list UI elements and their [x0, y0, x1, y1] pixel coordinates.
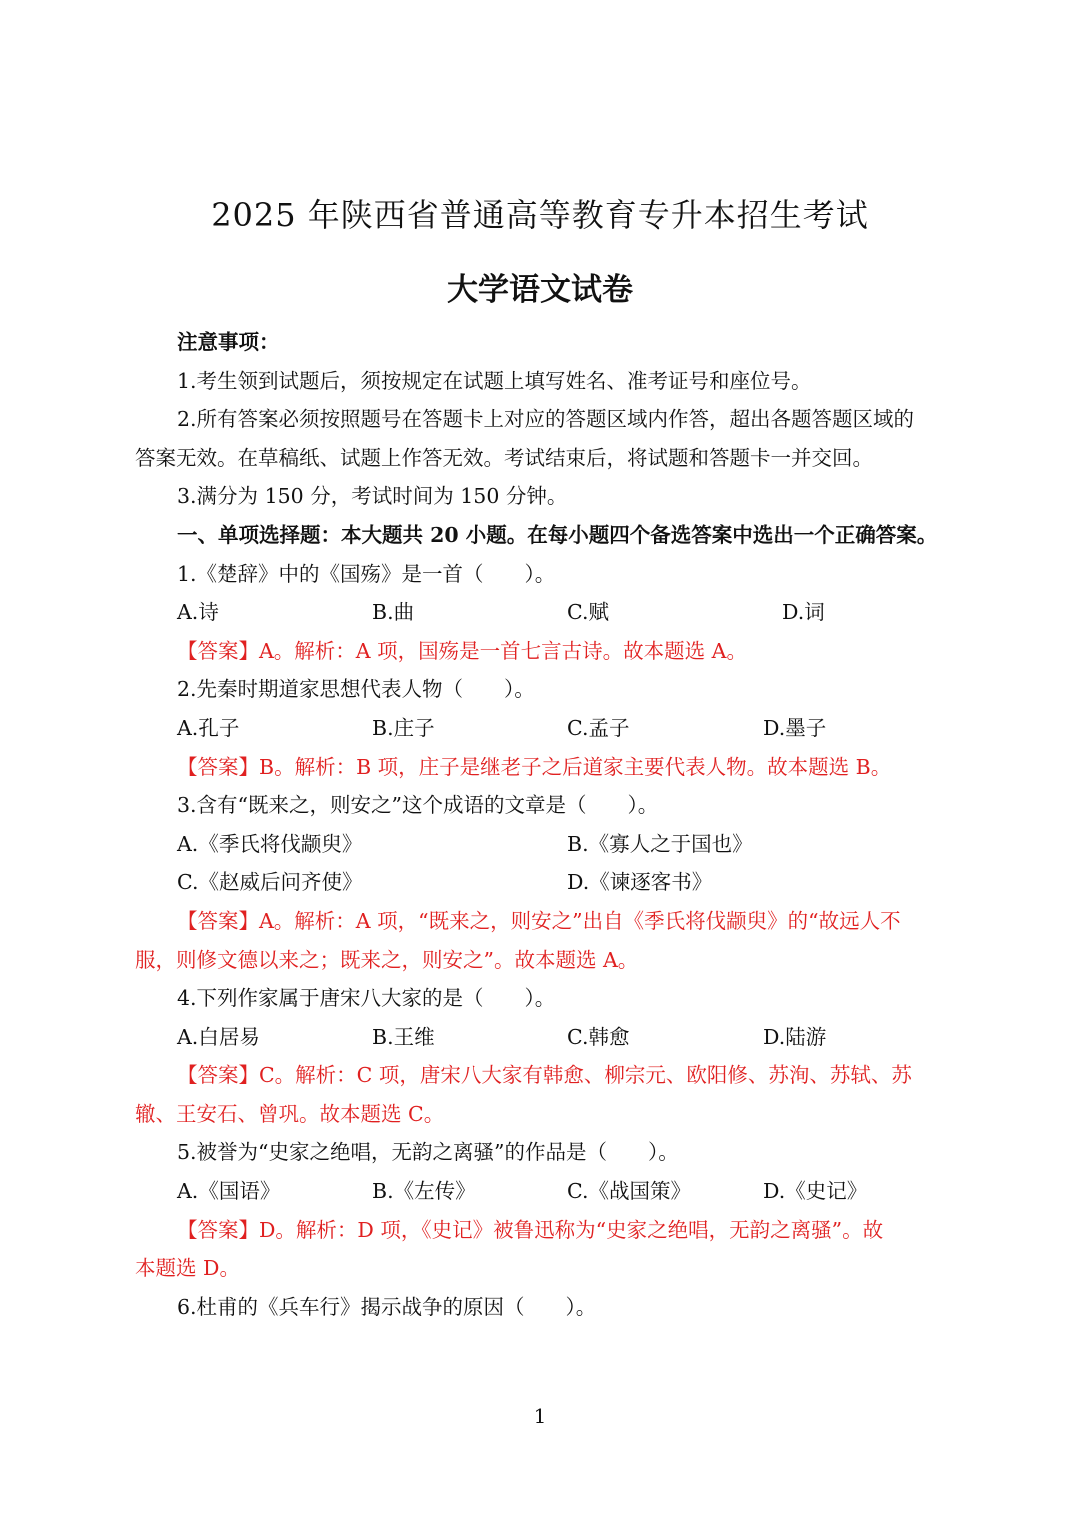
exam-content	[135, 323, 947, 1326]
notice-item-3: 3.满分为 150 分，考试时间为 150 分钟。	[177, 484, 568, 509]
notice-item-2a: 2.所有答案必须按照题号在答题卡上对应的答题区域内作答，超出各题答题区域的	[177, 407, 915, 432]
answer-explanation-cont: 服，则修文德以来之；既来之，则安之”。故本题选 A。	[135, 947, 639, 972]
option-d: D.墨子	[763, 715, 827, 740]
notice-item-1: 1.考生领到试题后，须按规定在试题上填写姓名、准考证号和座位号。	[177, 368, 812, 393]
option-c: C.《战国策》	[567, 1179, 691, 1204]
option-b: B.曲	[372, 600, 415, 625]
question-stem: 5.被誉为“史家之绝唱，无韵之离骚”的作品是（ ）。	[177, 1140, 679, 1165]
option-d: D.陆游	[763, 1024, 827, 1049]
question-stem: 3.含有“既来之，则安之”这个成语的文章是（ ）。	[177, 793, 659, 818]
option-row	[135, 825, 947, 864]
section-heading: 一、单项选择题：本大题共 20 小题。在每小题四个备选答案中选出一个正确答案。	[177, 522, 938, 547]
option-c: C.《赵威后问齐使》	[177, 870, 363, 895]
answer-explanation: 【答案】C。解析：C 项，唐宋八大家有韩愈、柳宗元、欧阳修、苏洵、苏轼、苏	[177, 1063, 912, 1088]
answer-explanation: 【答案】D。解析：D 项，《史记》被鲁迅称为“史家之绝唱，无韵之离骚”。故	[177, 1217, 884, 1242]
option-b: B.《寡人之于国也》	[567, 831, 753, 856]
question-stem: 2.先秦时期道家思想代表人物（ ）。	[177, 677, 535, 702]
option-a: A.白居易	[177, 1024, 260, 1049]
answer-explanation: 【答案】B。解析：B 项，庄子是继老子之后道家主要代表人物。故本题选 B。	[177, 754, 892, 779]
answer-explanation-cont: 本题选 D。	[135, 1256, 240, 1281]
option-d: D.《谏逐客书》	[567, 870, 713, 895]
option-row	[135, 1018, 947, 1057]
option-a: A.《季氏将伐颛臾》	[177, 831, 363, 856]
page-number: 1	[533, 1404, 547, 1428]
option-row	[135, 1172, 947, 1211]
option-a: A.孔子	[177, 715, 240, 740]
answer-explanation: 【答案】A。解析：A 项，国殇是一首七言古诗。故本题选 A。	[177, 638, 747, 663]
option-a: A.《国语》	[177, 1179, 281, 1204]
answer-explanation: 【答案】A。解析：A 项，“既来之，则安之”出自《季氏将伐颛臾》的“故远人不	[177, 908, 901, 933]
option-c: C.韩愈	[567, 1024, 630, 1049]
notice-heading: 注意事项：	[177, 330, 280, 354]
option-row	[135, 863, 947, 902]
page-title: 2025 年陕西省普通高等教育专升本招生考试	[211, 196, 869, 234]
option-c: C.孟子	[567, 715, 630, 740]
option-d: D.《史记》	[763, 1179, 868, 1204]
option-b: B.庄子	[372, 715, 435, 740]
answer-explanation-cont: 辙、王安石、曾巩。故本题选 C。	[135, 1101, 445, 1126]
option-c: C.赋	[567, 600, 609, 625]
option-a: A.诗	[177, 600, 219, 625]
question-stem: 4.下列作家属于唐宋八大家的是（ ）。	[177, 986, 556, 1011]
option-row	[135, 709, 947, 748]
notice-item-2b: 答案无效。在草稿纸、试题上作答无效。考试结束后，将试题和答题卡一并交回。	[135, 445, 873, 470]
option-b: B.王维	[372, 1024, 435, 1049]
page-subtitle: 大学语文试卷	[447, 272, 633, 308]
option-row	[135, 593, 947, 632]
option-d: D.词	[782, 600, 825, 625]
option-b: B.《左传》	[372, 1179, 476, 1204]
question-stem: 1.《楚辞》中的《国殇》是一首（ ）。	[177, 561, 556, 586]
question-stem: 6.杜甫的《兵车行》揭示战争的原因（ ）。	[177, 1294, 597, 1319]
